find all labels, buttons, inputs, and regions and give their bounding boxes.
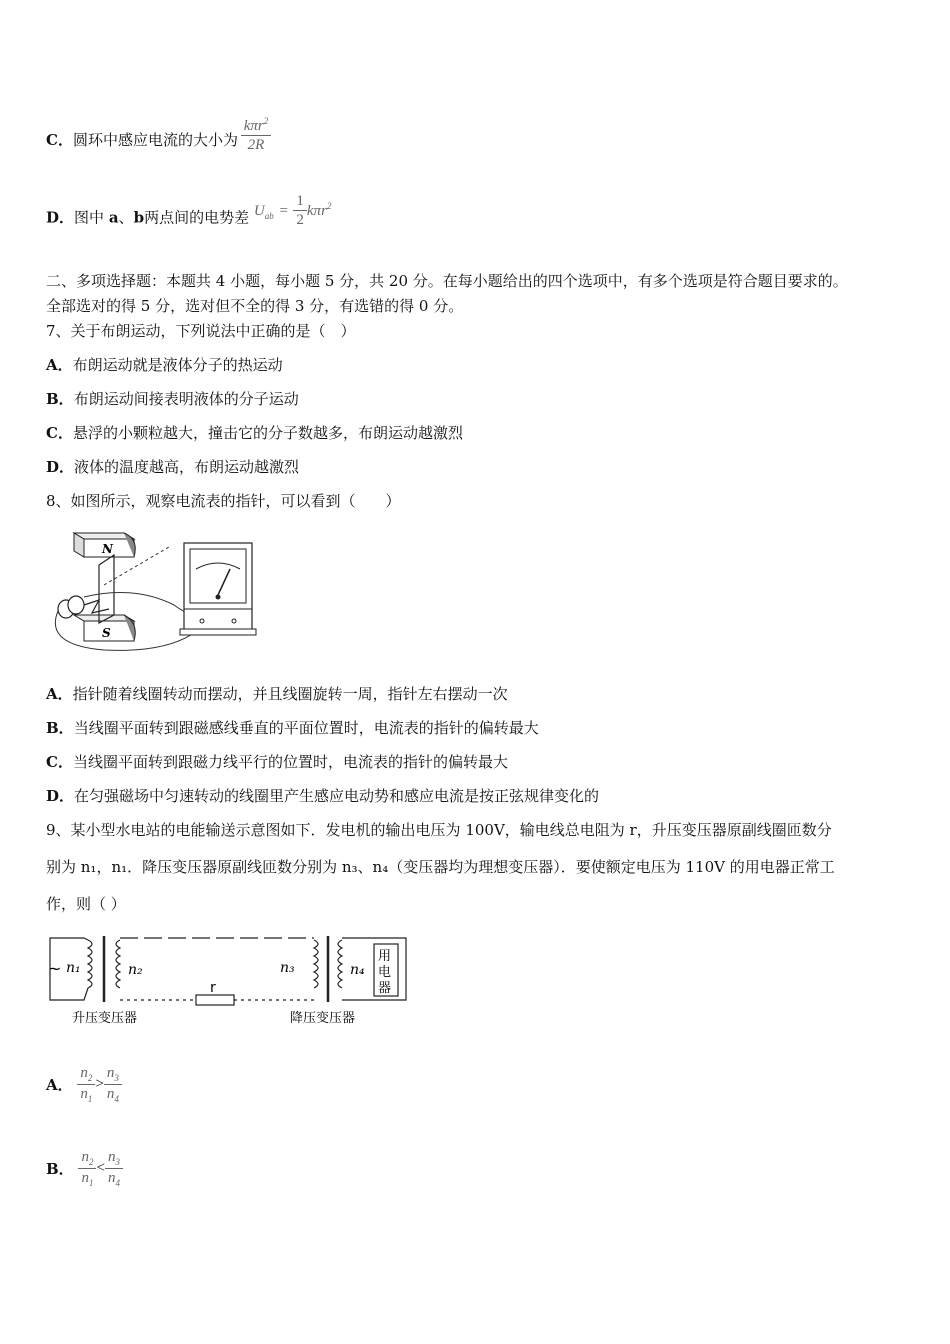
- coil-n2: [116, 940, 120, 988]
- option-text: 圆环中感应电流的大小为: [72, 131, 238, 149]
- section-header-line-2: 全部选对的得 5 分，选对但不全的得 3 分，有选错的得 0 分。: [46, 297, 464, 315]
- magnet-s-label: S: [102, 626, 111, 640]
- q8-option-b: B．当线圈平面转到跟磁感线垂直的平面位置时，电流表的指针的偏转最大: [46, 719, 539, 737]
- q7-option-a: A．布朗运动就是液体分子的热运动: [46, 356, 283, 374]
- fraction-right: $\frac{n_3}{n_4}$: [104, 1064, 122, 1105]
- generator-galvanometer-figure: [44, 525, 264, 665]
- q8-stem: 8、如图所示，观察电流表的指针，可以看到（ ）: [46, 492, 401, 510]
- terminal-2: [232, 619, 236, 623]
- q7-stem: 7、关于布朗运动，下列说法中正确的是（ ）: [46, 322, 356, 340]
- comparison: >: [95, 1075, 104, 1092]
- option-label: B．: [46, 1159, 74, 1178]
- needle-pivot: [216, 595, 221, 600]
- q6-option-c: [46, 116, 271, 160]
- option-label: A．: [46, 1075, 73, 1094]
- resistor-r: [196, 995, 234, 1005]
- half-fraction: $\frac{1}{2}$: [293, 192, 307, 229]
- galvanometer-base: [180, 629, 256, 635]
- terminal-1: [200, 619, 204, 623]
- point-a: a: [108, 208, 119, 227]
- math-tail: kπr$^2$: [306, 200, 332, 219]
- q9-stem-1: 9、某小型水电站的电能输送示意图如下．发电机的输出电压为 100V，输电线总电阻为 r，升压变压器原副线圈匝数分: [46, 821, 832, 839]
- q9-stem-2: 别为 n₁，n₁．降压变压器原副线匝数分别为 n₃、n₄（变压器均为理想变压器）．要使额定电压为 110V 的用电器正常工: [46, 858, 835, 876]
- q6-option-d: [46, 193, 332, 237]
- option-text-3: 两点间的电势差: [144, 208, 250, 227]
- label-step-up: 升压变压器: [72, 1011, 138, 1026]
- coil-n4: [338, 940, 342, 988]
- option-text-2: 、: [118, 208, 134, 227]
- coil: [99, 555, 114, 623]
- option-text-1: 图中: [74, 208, 105, 227]
- slip-ring-2: [68, 596, 84, 614]
- load-char-3: 器: [378, 981, 392, 996]
- q9-option-a: [46, 1064, 122, 1105]
- numerator: kπr: [243, 118, 264, 134]
- magnet-n-label: N: [102, 542, 113, 556]
- coil-n3: [314, 940, 318, 988]
- label-step-down: 降压变压器: [290, 1011, 356, 1026]
- q7-option-c: C．悬浮的小颗粒越大，撞击它的分子数越多，布朗运动越激烈: [46, 424, 463, 442]
- section-header-line-1: 二、多项选择题：本题共 4 小题，每小题 5 分，共 20 分。在每小题给出的四个选项中，有多个选项是符合题目要求的。: [46, 272, 848, 290]
- fraction-left: $\frac{n_2}{n_1}$: [77, 1064, 95, 1105]
- ac-source: ~: [48, 959, 62, 978]
- q8-option-a: A．指针随着线圈转动而摆动，并且线圈旋转一周，指针左右摆动一次: [46, 685, 508, 703]
- power-transmission-figure: [44, 928, 414, 1028]
- label-n4: n₄: [350, 962, 365, 978]
- point-b: b: [133, 208, 145, 227]
- q7-option-b: B．布朗运动间接表明液体的分子运动: [46, 390, 299, 408]
- label-r: r: [210, 980, 216, 996]
- q8-option-c: C．当线圈平面转到跟磁力线平行的位置时，电流表的指针的偏转最大: [46, 753, 508, 771]
- coil-leads: [84, 600, 109, 613]
- fraction: [241, 116, 272, 154]
- fraction-right: $\frac{n_3}{n_4}$: [105, 1148, 123, 1189]
- q9-option-b: [46, 1148, 123, 1189]
- load-char-1: 用: [378, 949, 392, 964]
- q7-option-d: D．液体的温度越高，布朗运动越激烈: [46, 458, 300, 476]
- option-label: C．: [46, 131, 73, 149]
- label-n2: n₂: [128, 962, 143, 978]
- exponent: 2: [263, 116, 269, 126]
- q8-option-d: D．在匀强磁场中匀速转动的线圈里产生感应电动势和感应电流是按正弦规律变化的: [46, 787, 600, 805]
- fraction-left: $\frac{n_2}{n_1}$: [78, 1148, 96, 1189]
- equals-sign: =: [278, 202, 289, 219]
- load-char-2: 电: [378, 965, 392, 980]
- option-label: D．: [46, 208, 75, 227]
- denominator: 2R: [247, 137, 265, 153]
- coil-n1: [88, 940, 92, 988]
- label-n3: n₃: [280, 960, 295, 976]
- q9-stem-3: 作，则（ ）: [46, 895, 126, 913]
- label-n1: n₁: [66, 960, 81, 976]
- voltage-symbol: $U_{ab}$: [253, 202, 274, 221]
- comparison: <: [96, 1159, 105, 1176]
